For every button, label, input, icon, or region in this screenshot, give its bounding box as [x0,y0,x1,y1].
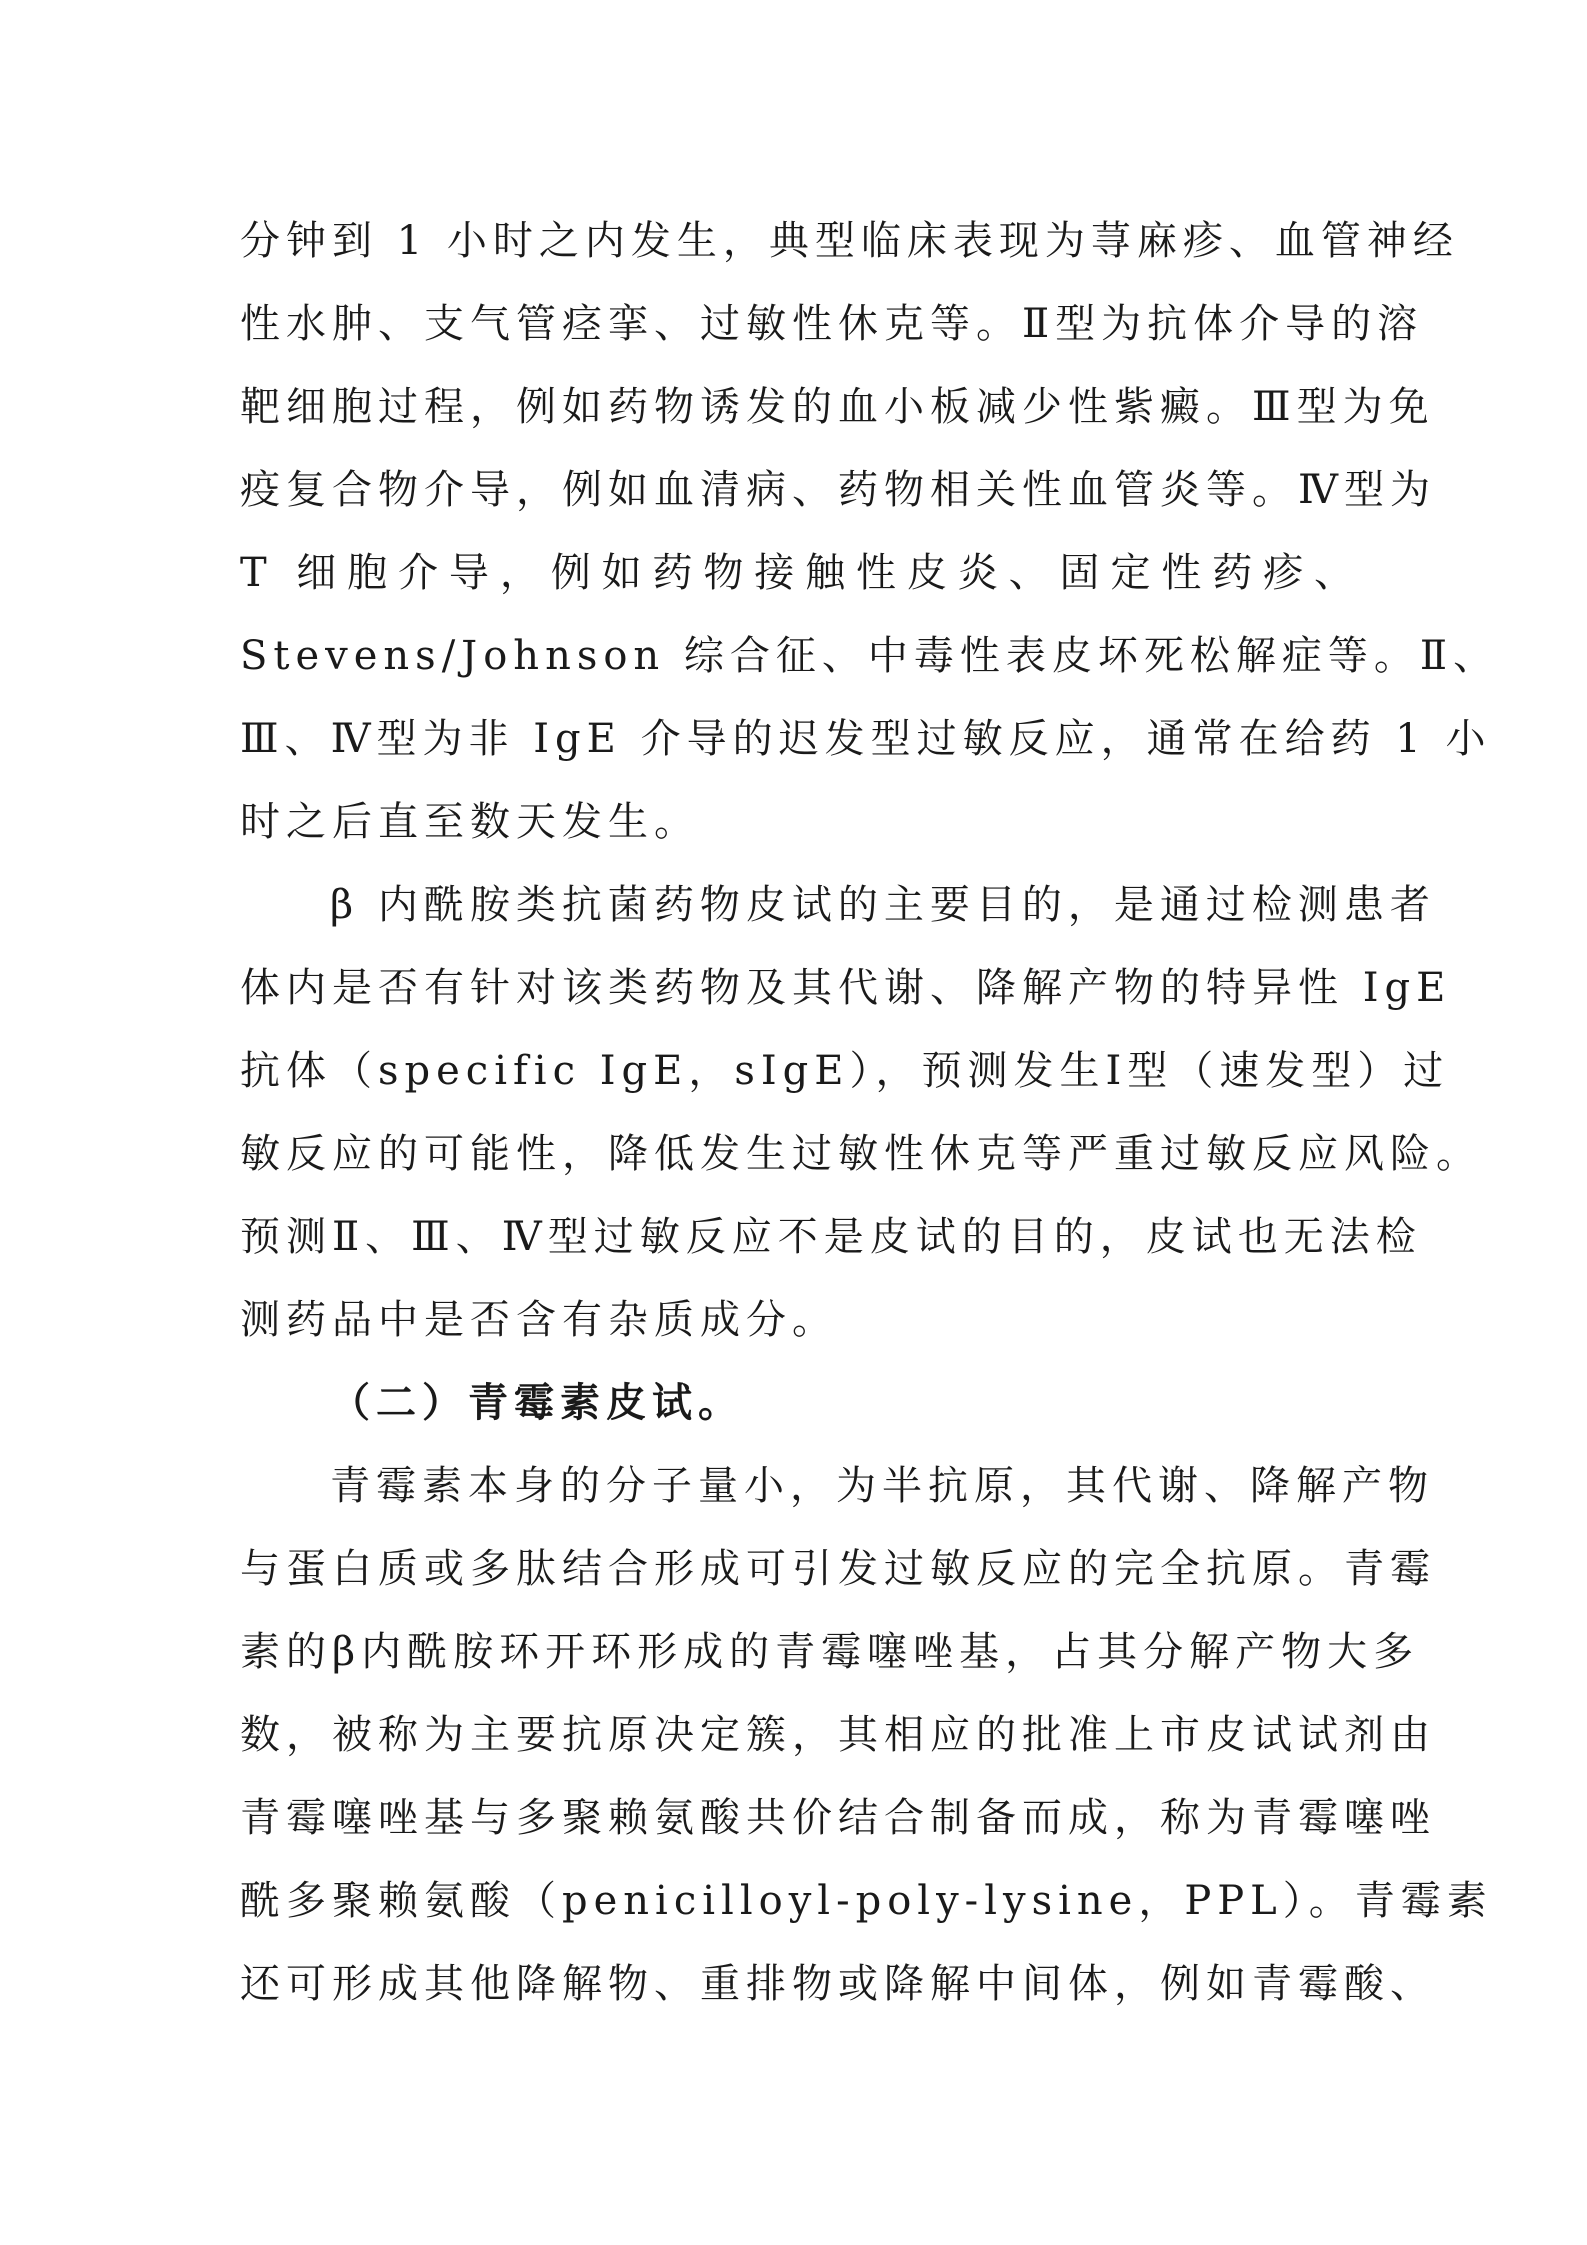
paragraph-line: 靶细胞过程，例如药物诱发的血小板减少性紫癜。Ⅲ型为免 [240,384,1435,430]
paragraph-line: Ⅲ、Ⅳ型为非 IgE 介导的迟发型过敏反应，通常在给药 1 小 [240,716,1492,762]
paragraph-line: Stevens/Johnson 综合征、中毒性表皮坏死松解症等。Ⅱ、 [240,633,1500,679]
paragraph-line: 预测Ⅱ、Ⅲ、Ⅳ型过敏反应不是皮试的目的，皮试也无法检 [240,1214,1422,1260]
paragraph-line: 时之后直至数天发生。 [240,799,700,845]
paragraph-line: β 内酰胺类抗菌药物皮试的主要目的，是通过检测患者 [330,882,1436,928]
paragraph-line: 与蛋白质或多肽结合形成可引发过敏反应的完全抗原。青霉 [240,1546,1436,1592]
paragraph-line: 酰多聚赖氨酸（penicilloyl-poly-lysine，PPL）。青霉素 [240,1878,1493,1924]
section-heading: （二）青霉素皮试。 [330,1380,744,1426]
paragraph-line: 素的β内酰胺环开环形成的青霉噻唑基，占其分解产物大多 [240,1629,1420,1675]
paragraph-line: 分钟到 1 小时之内发生，典型临床表现为荨麻疹、血管神经 [240,218,1459,264]
paragraph-line: 抗体（specific IgE，sIgE），预测发生Ⅰ型（速发型）过 [240,1048,1450,1094]
paragraph-line: 敏反应的可能性，降低发生过敏性休克等严重过敏反应风险。 [240,1131,1482,1177]
document-body [240,200,1500,2026]
paragraph-line: 青霉素本身的分子量小，为半抗原，其代谢、降解产物 [330,1463,1434,1509]
paragraph-line: T 细胞介导，例如药物接触性皮炎、固定性药疹、 [240,550,1360,596]
paragraph-line: 还可形成其他降解物、重排物或降解中间体，例如青霉酸、 [240,1961,1436,2007]
paragraph-line: 青霉噻唑基与多聚赖氨酸共价结合制备而成，称为青霉噻唑 [240,1795,1436,1841]
paragraph-line: 数，被称为主要抗原决定簇，其相应的批准上市皮试试剂由 [240,1712,1436,1758]
paragraph-line: 疫复合物介导，例如血清病、药物相关性血管炎等。Ⅳ型为 [240,467,1436,513]
paragraph-line: 性水肿、支气管痉挛、过敏性休克等。Ⅱ型为抗体介导的溶 [240,301,1424,347]
paragraph-line: 测药品中是否含有杂质成分。 [240,1297,838,1343]
paragraph-line: 体内是否有针对该类药物及其代谢、降解产物的特异性 IgE [240,965,1452,1011]
